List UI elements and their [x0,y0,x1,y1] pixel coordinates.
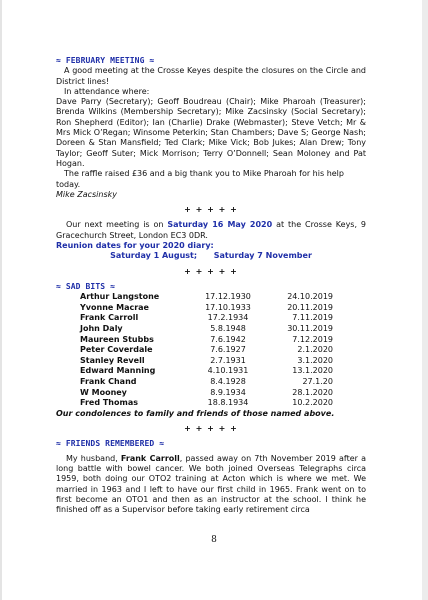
table-row [80,335,333,346]
attendee-list: Dave Parry (Secretary); Geoff Boudreau (Chair); Mike Pharoah (Treasurer); Brenda Wilkins (Membership Secretary); Mike Zacsinsky (Social Secretary); Ron Shepherd (Editor); Ian (Charlie) Drake (Webmaster); Steve Vetch; Mr & Mrs Mick O’Regan; Winsome Peterkin; Stan Chambers; Dave S; George Nash; Doreen & Stan Mansfield; Ted Clark; Mike Vick; Bob Jukes; Alan Drew; Tony Taylor; Geoff Suter; Mick Morrison; Terry O’Donnell; Sean Moloney and Pat Hogan. [56,97,366,168]
obituary-name: Edward Manning [80,366,156,376]
meeting-signature: Mike Zacsinsky [56,189,117,199]
obituary-name: Frank Carroll [80,313,139,323]
death-date: 13.1.2020 [292,366,333,376]
obituary-name: Peter Coverdale [80,345,153,355]
obituary-name: Frank Chand [80,376,137,386]
reunion-label: Reunion dates for your 2020 diary: [56,241,214,251]
friends-remembered-heading: ≈ FRIENDS REMEMBERED ≈ [56,439,165,449]
death-date: 3.1.2020 [297,355,333,365]
birth-date: 17.12.1930 [205,292,251,302]
next-meeting-pre: Our next meeting is on [66,220,168,230]
birth-date: 4.10.1931 [207,366,249,376]
birth-date: 7.6.1927 [210,345,246,355]
section-separator: + + + + + [184,205,238,215]
birth-date: 8.9.1934 [210,387,246,397]
table-row [80,324,333,335]
death-date: 20.11.2019 [287,302,333,312]
death-date: 10.2.2020 [292,398,333,408]
death-date: 24.10.2019 [287,292,333,302]
table-row [80,345,333,356]
table-row [80,366,333,377]
obituary-name: Arthur Langstone [80,292,160,302]
table-row [80,292,333,303]
obituary-name: Fred Thomas [80,398,138,408]
page-number: 8 [211,535,217,545]
obituary-table [80,292,333,409]
obituary-name: W Mooney [80,387,127,397]
reunion-dates: Saturday 1 August; Saturday 7 November [110,251,312,261]
section-separator: + + + + + [184,424,238,434]
obituary-name: Maureen Stubbs [80,334,154,344]
next-meeting-date: Saturday 16 May 2020 [167,220,273,230]
table-row [80,388,333,399]
death-date: 27.1.20 [302,376,333,386]
next-meeting-post: at the Crosse Keys, 9 Gracechurch Street, London EC3 0DR. [56,220,366,240]
table-row [80,303,333,314]
obituary-name: Yvonne Macrae [80,302,149,312]
february-meeting-heading: ≈ FEBRUARY MEETING ≈ [56,56,155,65]
raffle-note: The raffle raised £36 and a big thank you to Mike Pharoah for his help today. [56,169,344,189]
table-row [80,313,333,324]
table-row [80,398,333,409]
birth-date: 8.4.1928 [210,376,246,386]
section-separator: + + + + + [184,266,238,276]
birth-date: 5.8.1948 [210,324,246,334]
death-date: 2.1.2020 [297,345,333,355]
birth-date: 17.2.1934 [207,313,249,323]
obituary-name: John Daly [80,324,123,334]
next-meeting-text [56,220,366,241]
birth-date: 2.7.1931 [210,355,246,365]
tribute-body: , passed away on 7th November 2019 after a long battle with bowel cancer. We both joined Overseas Telegraphs circa 1959, both doing our OTO2 training at Acton which is where we met. We married in 1963 and I left to have our first child in 1965. Frank went on to first become an OTO1 and then as an instructor at the school. I think he finished off as a Supervisor before taking early retirement circa [56,453,366,515]
table-row [80,356,333,367]
obituary-name: Stanley Revell [80,355,145,365]
birth-date: 7.6.1942 [210,334,246,344]
birth-date: 18.8.1934 [207,398,249,408]
table-row [80,377,333,388]
newsletter-body [56,56,366,515]
tribute-pre: My husband, [66,453,121,463]
birth-date: 17.10.1933 [205,302,251,312]
attendance-label: In attendance where: [64,86,150,96]
death-date: 30.11.2019 [287,324,333,334]
friends-remembered-text [56,454,366,516]
death-date: 7.12.2019 [292,334,333,344]
tribute-name: Frank Carroll [120,453,180,463]
condolences-note: Our condolences to family and friends of those named above. [56,408,335,418]
death-date: 28.1.2020 [292,387,333,397]
sad-bits-heading: ≈ SAD BITS ≈ [56,281,115,291]
meeting-intro: A good meeting at the Crosse Keyes despite the closures on the Circle and District lines! [56,66,366,86]
death-date: 7.11.2019 [292,313,333,323]
